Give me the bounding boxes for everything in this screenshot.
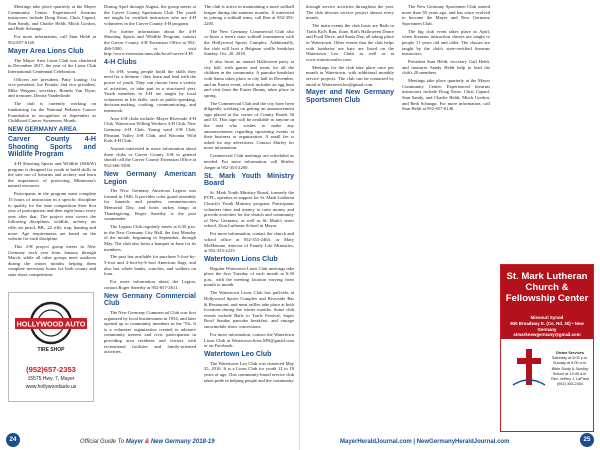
church-ad-details: [503, 315, 591, 338]
hollywood-auto-ad[interactable]: [8, 292, 94, 402]
paragraph: For more information, contact the Watertown Lions Club at Watertown.lions.MN@gmail.com or on Facebook.: [204, 331, 294, 349]
paragraph: Meetings for the club take place once per month in Watertown, with additional monthly service projects. The club can be contacted by email at Watertown.leo@gmail.com.: [306, 64, 394, 87]
paragraph: Area 4-H clubs include: Mayer Riverside 4-H Club, Watertown Willing Workers 4-H Club, New Germany 4-H Club, Young ward 4-H Club, Pleasant Valley 4-H Club, and Waconia Wild Kids 4-H Club.: [104, 115, 196, 144]
paragraph: The main events the club hosts are Rails to Trails Kid's Run, Zone, Kid's Halloween Dance and Food Drive, and Santa Day, all taking place in Watertown. Other events that the club helps with fundraise are bars are listed on the Watertown Leo Clubs as well as at www.watertownleo.com.: [306, 23, 394, 62]
church-services-heading: Divine Services: [555, 351, 585, 355]
paragraph: through service activities throughout the year. The club devotes service project almost every month.: [306, 4, 394, 21]
church-synod: Missouri Synod: [530, 315, 564, 320]
page-number-left: 24: [6, 433, 20, 447]
paragraph: The Commercial Club and the city have been diligently working on getting an announcement sign placed at the corner of County Roads 30 and 33. This sign will be available to anyone in the area who wishes to make any announcements regarding upcoming events at their business or organization. A small fee is asked for any advertisers. Contact Shirley for more information.: [204, 100, 294, 151]
paragraph: The Legion Club regularly meets at 6:30 p.m. in the New Germany City Hall, the first Monday of the month, beginning in September, through May. The club also hosts a banquet in June for its members.: [104, 224, 196, 252]
church-email-link[interactable]: stmarknewgermany@gmail.com: [513, 332, 581, 338]
category-heading: NEW GERMANY AREA: [8, 126, 96, 134]
paragraph: Officers are: president, Patty Luning; 1st vice president, Joe Prouda; 2nd vice president, Mike Weigner; secretary, Brenda Van Dyne; and treasurer, Denise Vanderlinde.: [8, 76, 96, 99]
hollywood-address: 15575 Hwy. 7, Mayer: [27, 376, 75, 382]
church-service-line: Sunday at 9:00 a.m.: [553, 361, 587, 366]
paragraph: It also hosts an annual Halloween party at city hall, with games and treats for all the children in the community. A pancake breakfast with Santa takes place at city hall in December, and an Easter event, which includes an egg hunt and visit from the Easter Bunny, takes place in spring.: [204, 59, 294, 98]
left-column-3: [204, 4, 294, 424]
paragraph: Commercial Club meetings are scheduled as needed. For more information, call Shirley Jaeger at 952-353-2200.: [204, 153, 294, 170]
paragraph: 4-H Shooting Sports and Wildlife (SS&W) program is designed for youth to build skills in the safe use of firearms and archery and learn the importance of protecting Minnesota's natural resources.: [8, 161, 96, 189]
paragraph: This 4-H project group meets in New Germany each year from January through March, while all other groups meet outdoors during the winter months helping them complete necessary hours for both county and state shoot competitions.: [8, 244, 96, 278]
section-heading-legion: New Germany American Legion: [104, 170, 196, 186]
page-number-right: 25: [580, 433, 594, 447]
church-service-times: [549, 351, 591, 387]
paragraph: Anyone interested in more information about these clubs or Carver County 4-H in general should call the Carver County Extension Office at 952-466-5300.: [104, 146, 196, 168]
paragraph: Meetings take place quarterly at the Mayer Community Center. Experienced firearms instructors include Doug Ernst, Chris Capaul, Stan Sandy, and Charlie Heldt, Mitch Gordon, and Beth Schnapp.: [8, 4, 96, 32]
section-heading-lions: Mayer Area Lions Club: [8, 47, 84, 55]
paragraph: For more information, contact the church and school office at 952-353-2464, or Mary McMenone, director of Family Life Ministries, at 952-353-2223.: [204, 231, 294, 254]
paragraph: For further information about the 4-H Shooting Sports and Wildlife Program, contact the Carver County 4-H Extension Office at 952-466-5300, or visit http://www.extension.umn.edu/local/carver/4-H/.: [104, 28, 196, 57]
footer-title-year: 2018-19: [192, 439, 215, 445]
paragraph: The Watertown Lions Club has pull-tabs at Hollywood Sports Complex and Riverside Bar & Restaurant, and meat raffles take place at both locations during the winter months. Some club events include Rails to Trails Festival, Super Bowl Sunday pancake breakfast, and vintage snowmobile show concessions.: [204, 290, 294, 329]
paragraph: The club is active in maintaining a more softball league during the summer months. If interested in joining a softball team, call Ron at 952-353-2205.: [204, 4, 294, 26]
hollywood-website-link[interactable]: www.hollywoodauto.us: [25, 384, 77, 390]
section-heading-commercial-club: New Germany Commercial Club: [104, 292, 196, 308]
paragraph: The club is currently working on fundraising for the National Pediatric Cancer Foundation in recognition of September as Childhood Cancer Awareness Month.: [8, 101, 96, 124]
paragraph: St. Mark Youth Ministry Board, formerly the PTFL, operates as support for St. Mark Lutheran Church's Youth Ministry program. Participants volunteer time and money to raise money and provide activities for the church and community of New Germany, as well as St. Mark's sister school, Zion Lutheran School in Mayer.: [204, 189, 294, 229]
paragraph: The New Germany American Legion was formed in 1946. It provides color guard assembly for funerals and parades, commemorates Memorial Day, and hosts turkey bingo at Thanksgiving. Roger Sanerby is the post commander.: [104, 188, 196, 222]
footer-title-mayer: Mayer: [125, 439, 144, 445]
church-phone[interactable]: (952) 353-2464: [557, 382, 583, 387]
paragraph: The big club event takes place in April, when firearms instruction classes are taught to people 11 years old and older. The classes are taught by the club's state-certified firearms instructors.: [402, 28, 490, 57]
church-address: 500 Broadway E. (Co. Rd. 30) • New Germany: [510, 320, 584, 332]
paragraph: Meetings take place quarterly at the Mayer Community Center. Experienced firearms instructors include Doug Ernst, Chris Capaul, Stan Sandy, and Charlie Heldt, Mitch Gordon, and Beth Schnapp. For more information, call Stan Heldt at 952-657-6140.: [402, 78, 490, 112]
paragraph: The Mayer Area Lions Club was chartered in December 2017, the year of the Lions Club International Centennial Celebration.: [8, 57, 96, 74]
footer-publication-title: [80, 439, 215, 445]
section-heading-4h-shooting: Carver County 4-H Shooting Sports and Wildlife Program: [8, 136, 96, 159]
church-service-line: Bible Study & Sunday School at 10:45 a.m.: [551, 366, 589, 376]
cross-icon: [511, 347, 547, 387]
paragraph: For more information, call Stan Heldt at 952-657-6140.: [8, 34, 96, 45]
right-page: [300, 0, 600, 450]
church-pastor: Rev. Jeffrey J. LaPlant: [551, 377, 589, 382]
page-footer: [0, 430, 600, 450]
paragraph: During April through August, the group meets at the Carver County Sportsman Club. The youth are taught by certified instructors who are 4-H volunteers in the Carver County 4-H program.: [104, 4, 196, 26]
church-service-line: Saturday at 5:00 p.m.: [551, 356, 589, 361]
section-heading-watertown-lions: Watertown Lions Club: [204, 256, 278, 264]
section-heading-st-mark-youth: St. Mark Youth Ministry Board: [204, 172, 294, 188]
footer-title-prefix: Official Guide To: [80, 439, 125, 445]
section-heading-watertown-leo: Watertown Leo Club: [204, 351, 272, 359]
footer-website-links[interactable]: MayerHeraldJournal.com | NewGermanyHeraldJournal.com: [340, 439, 510, 445]
st-mark-church-ad[interactable]: [500, 264, 594, 432]
footer-title-amp: &: [144, 439, 150, 445]
hollywood-ad-subname: TIRE SHOP: [37, 347, 65, 353]
paragraph: For more information about the Legion, contact Roger Sanerby at 952-657-2611.: [104, 279, 196, 290]
paragraph: In 4-H, young people build the skills they need for a lifetime - they learn and lead with the power of youth. They can choose from a variety of activities, or take part in a structured year. Youth members in 4-H are taught by local volunteers in life skills, such as public-speaking, decision-making, cooking, communicating, and teamwork.: [104, 68, 196, 113]
paragraph: Regular Watertown Lions Club meetings take place the first Tuesday of each month at 6:30 p.m., with the meeting location varying from month to month.: [204, 265, 294, 288]
section-heading-4h-clubs: 4-H Clubs: [104, 59, 137, 67]
footer-title-new-germany: New Germany: [150, 439, 191, 445]
hollywood-auto-logo: [15, 301, 87, 357]
paragraph: The New Germany Sportsmen Club started more than 50 years ago, and has since evolved to become the Mayer and New Germany Sportsmen Club.: [402, 4, 490, 26]
paragraph: The New Germany Commercial Club also co-hosts a men's state softball tournament with the Hollywood Sports Complex. Additionally, the club will host a Belgium waffle breakfast Sunday, Oct. 20, 2018.: [204, 28, 294, 57]
paragraph: President Stan Heldt, secretary Gail Heldt, and treasurer Sandy Heldt help to lead the club's 20 members.: [402, 59, 490, 76]
section-heading-sportsmen-club: Mayer and New Germany Sportsmen Club: [306, 89, 394, 105]
paragraph: The Watertown Leo Club was chartered May 25, 2016. It is a Lions Club for youth 12 to 18 years of age. This community-based service club takes pride in helping people and the community: [204, 360, 294, 383]
church-ad-title: St. Mark Lutheran Church & Fellowship Center: [505, 271, 589, 304]
left-column-1: [8, 4, 96, 286]
paragraph: Participants in the program must complete 15 hours of instruction in a specific discipline to qualify for the state competition their first year of participation and then eight hours every year after that. The project area covers the following disciplines: wildlife, archery, air rifle, air pistol, BB, .22 rifle, trap, hunting and more. Age requirements are based on the website for each discipline.: [8, 191, 96, 242]
hollywood-phone[interactable]: (952)657-2353: [26, 365, 76, 374]
right-column-text: [306, 4, 490, 254]
paragraph: The New Germany Commercial Club was first organized by local businessmen in 1954, and later opened up to community members in the '70s. It is a volunteer organization created to advance community interest and civic participation in providing area residents and visitors with recreational facilities and family-oriented activities.: [104, 310, 196, 355]
paragraph: The post has available for purchase 5-foot-by-5-foot and 4-foot-by-6-foot American flags, and also has whole banks, crutches, and walkers on loan.: [104, 254, 196, 277]
hollywood-ad-name: HOLLYWOOD AUTO: [16, 319, 86, 329]
left-column-2: [104, 4, 196, 424]
